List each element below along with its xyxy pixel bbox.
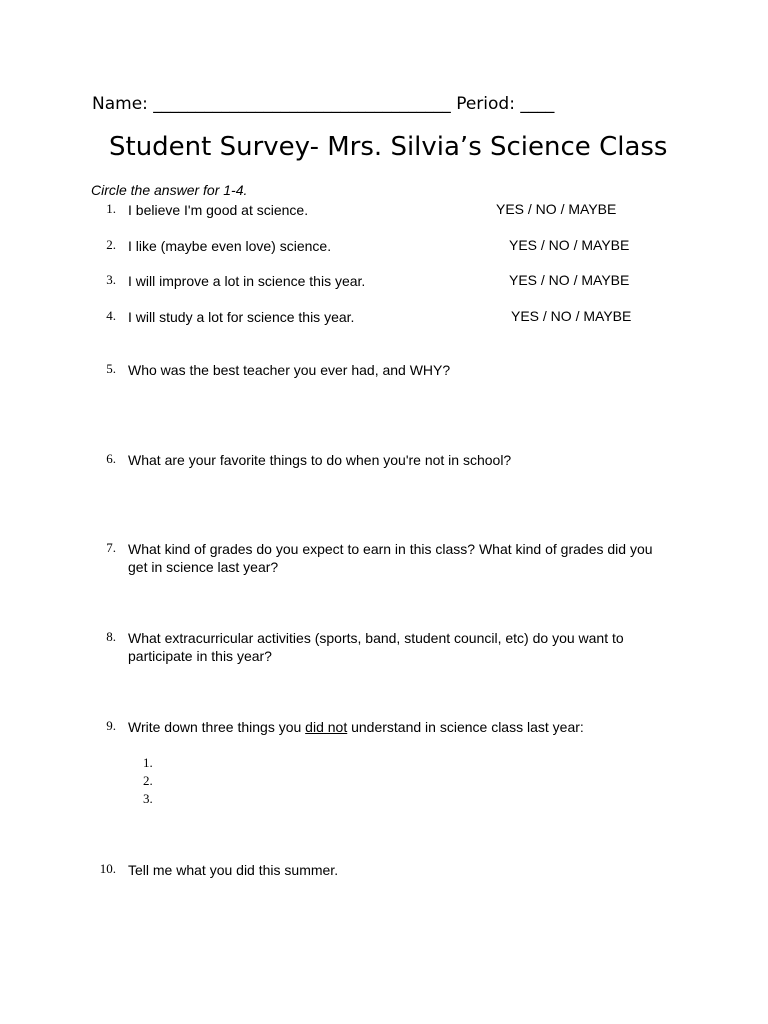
page-title: Student Survey- Mrs. Silvia’s Science Class bbox=[109, 132, 668, 162]
question-number: 5. bbox=[106, 361, 116, 376]
question-text-end: understand in science class last year: bbox=[347, 719, 584, 735]
answer-options: YES / NO / MAYBE bbox=[509, 237, 630, 253]
answer-line-number: 2. bbox=[143, 773, 153, 788]
question-number: 7. bbox=[106, 540, 116, 555]
answer-options: YES / NO / MAYBE bbox=[509, 272, 630, 288]
question-text bbox=[128, 718, 668, 736]
question-number: 9. bbox=[106, 718, 116, 733]
answer-options: YES / NO / MAYBE bbox=[511, 308, 632, 324]
question-text: I will study a lot for science this year. bbox=[128, 309, 355, 325]
question-number: 1. bbox=[106, 201, 116, 216]
name-blank: ___________________________________ bbox=[153, 94, 451, 114]
question-number: 6. bbox=[106, 451, 116, 466]
answer-line-number: 3. bbox=[143, 791, 153, 806]
question-text-start: Write down three things you bbox=[128, 719, 306, 735]
question-text: What extracurricular activities (sports, band, student council, etc) do you want to participate in this year? bbox=[128, 630, 624, 664]
header-line bbox=[92, 94, 672, 114]
question-text: Who was the best teacher you ever had, and WHY? bbox=[128, 362, 451, 378]
question-text: What are your favorite things to do when you're not in school? bbox=[128, 452, 512, 468]
question-number: 8. bbox=[106, 629, 116, 644]
name-label: Name: bbox=[92, 94, 148, 114]
period-label: Period: bbox=[456, 94, 515, 114]
question-text: I believe I'm good at science. bbox=[128, 202, 309, 218]
answer-options: YES / NO / MAYBE bbox=[496, 201, 617, 217]
answer-line-number: 1. bbox=[143, 755, 153, 770]
instruction-text: Circle the answer for 1-4. bbox=[91, 182, 248, 198]
question-text: What kind of grades do you expect to earn in this class? What kind of grades did you get in science last year? bbox=[128, 541, 653, 575]
underlined-phrase: did not bbox=[305, 719, 348, 735]
period-blank: ____ bbox=[520, 94, 555, 114]
question-number: 10. bbox=[99, 861, 116, 876]
question-number: 4. bbox=[106, 308, 116, 323]
question-text: I will improve a lot in science this year. bbox=[128, 273, 366, 289]
question-number: 2. bbox=[106, 237, 116, 252]
question-text: Tell me what you did this summer. bbox=[128, 862, 339, 878]
question-number: 3. bbox=[106, 272, 116, 287]
question-text: I like (maybe even love) science. bbox=[128, 238, 332, 254]
